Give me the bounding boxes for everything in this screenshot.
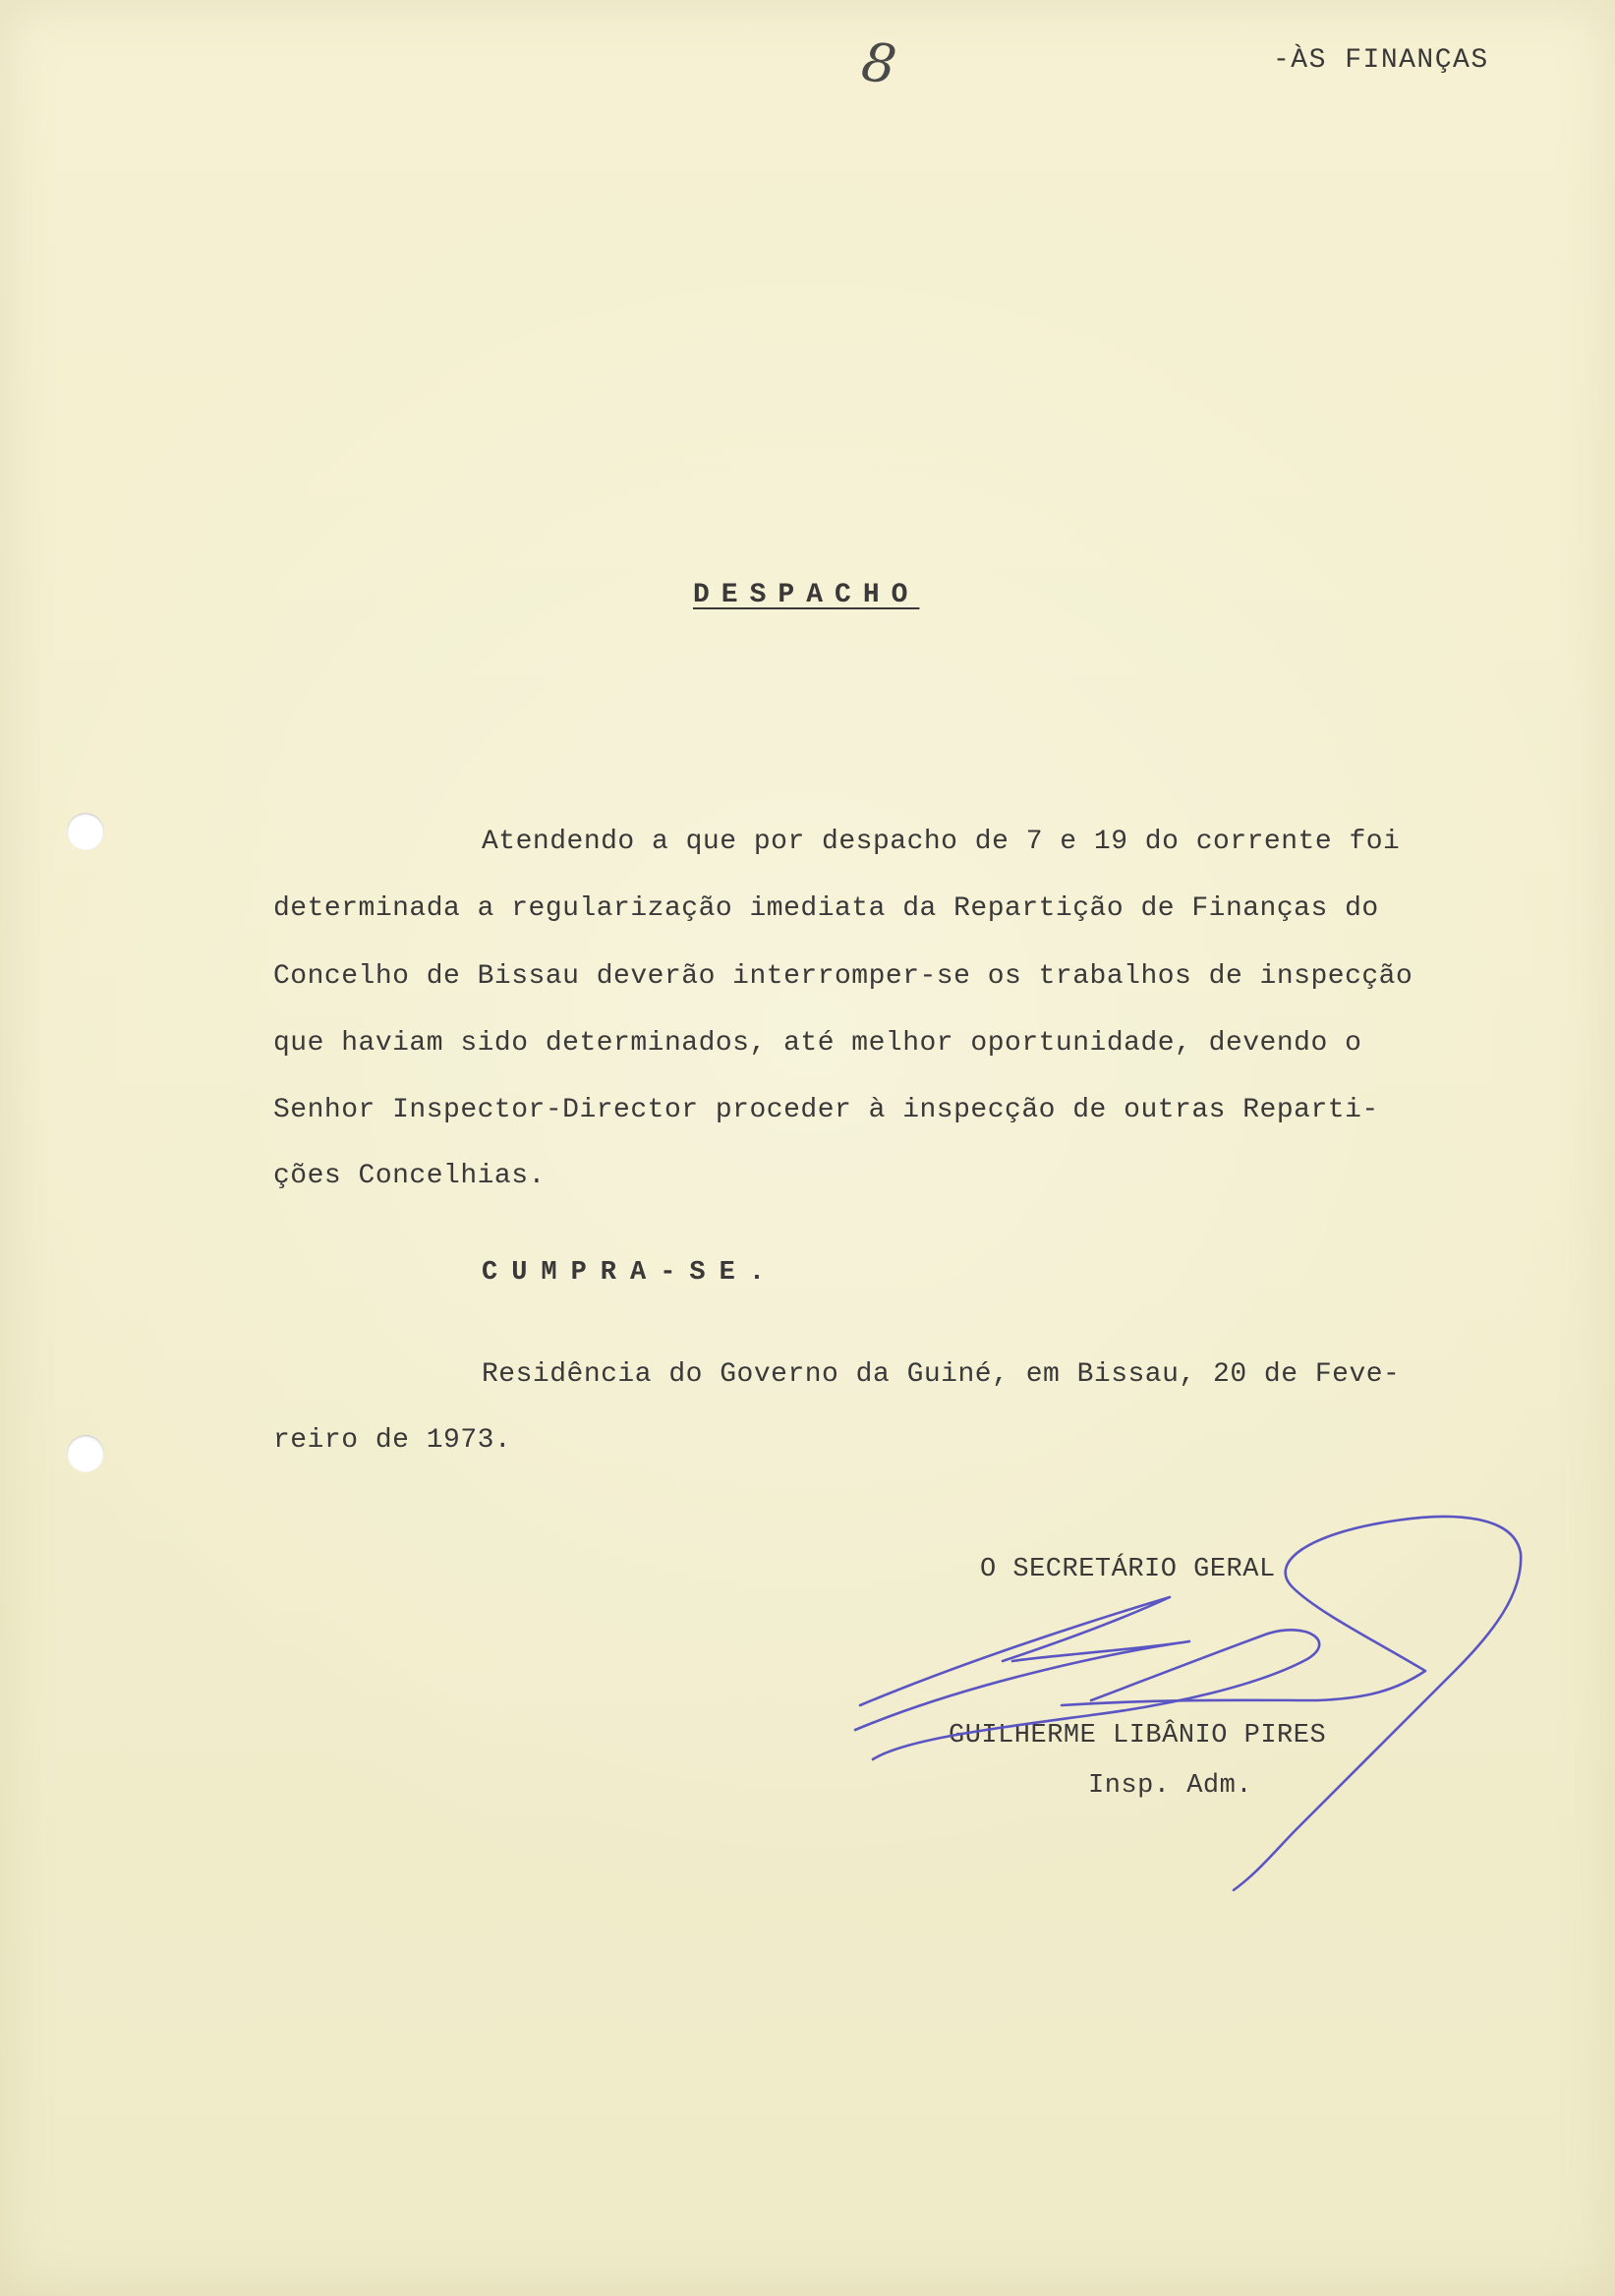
handwritten-page-number: 8 bbox=[857, 29, 900, 97]
paragraph-line: ções Concelhias. bbox=[273, 1161, 546, 1191]
signatory-title: O SECRETÁRIO GERAL bbox=[980, 1555, 1276, 1584]
closing-line: reiro de 1973. bbox=[273, 1425, 512, 1456]
paragraph-line: Concelho de Bissau deverão interromper-se os trabalhos de inspecção bbox=[273, 961, 1413, 992]
paragraph-line: que haviam sido determinados, até melhor oportunidade, devendo o bbox=[273, 1028, 1362, 1059]
paragraph-line: Atendendo a que por despacho de 7 e 19 do corrente foi bbox=[482, 827, 1401, 857]
recipient-header: -ÀS FINANÇAS bbox=[1273, 45, 1489, 76]
document-title: DESPACHO bbox=[693, 580, 920, 610]
closing-line: Residência do Governo da Guiné, em Bissau, 20 de Feve- bbox=[482, 1359, 1401, 1390]
paragraph-line: Senhor Inspector-Director proceder à inspecção de outras Reparti- bbox=[273, 1095, 1379, 1125]
punch-hole bbox=[67, 1435, 104, 1472]
signatory-role: Insp. Adm. bbox=[1088, 1771, 1253, 1801]
punch-hole bbox=[67, 813, 104, 850]
paragraph-line: determinada a regularização imediata da Repartição de Finanças do bbox=[273, 893, 1379, 924]
order-text: CUMPRA-SE. bbox=[482, 1258, 779, 1288]
signatory-name: GUILHERME LIBÂNIO PIRES bbox=[949, 1721, 1327, 1751]
